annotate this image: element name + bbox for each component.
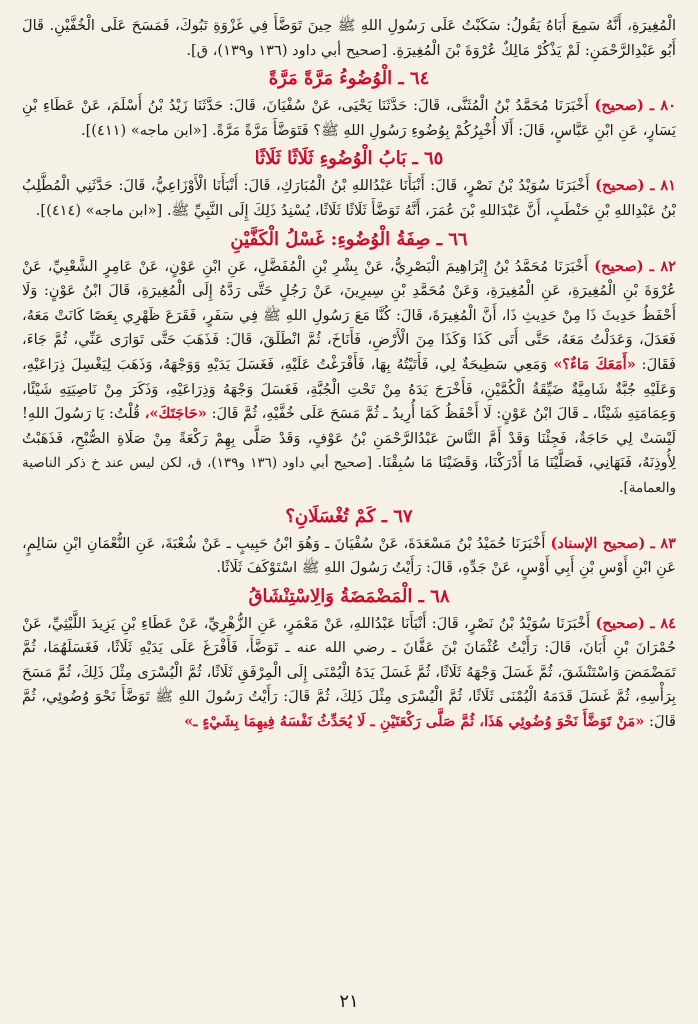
hadith-text: أَخْبَرَنَا حُمَيْدُ بْنُ مَسْعَدَةَ، عَنْ سُفْيَانَ ـ وَهُوَ ابْنُ حَبِيبٍ ـ عَنْ شُعْبَةَ، عَنِ النُّعْمَانِ ابْنِ سَالِمٍ، عَنِ ابْنِ أَوْسِ بْنِ أَبِي أَوْسٍ، عَنْ جَدِّهِ، قَالَ: رَأَيْتُ رَسُولَ اللهِ ﷺ اسْتَوْكَفَ ثَلَاثًا. — [22, 534, 676, 577]
hadith-text-continued: قُلْتُ: يَا رَسُولَ اللهِ! لَيْسَتْ لِي حَاجَةٌ، فَجِئْنَا وَقَدْ أَمَّ النَّاسَ عَبْدُالرَّحْمَنِ بْنُ عَوْفٍ، وَقَدْ صَلَّى بِهِمْ رَكْعَةً مِنْ صَلَاةِ الصُّبْحِ، فَذَهَبْتُ لِأُوذِنَهُ، فَنَهَانِي، فَصَلَّيْنَا مَا أَدْرَكْنَا، وَقَضَيْنَا مَا سُبِقْنَا. — [22, 405, 677, 472]
section-heading-66: ٦٦ ـ صِفَةُ الْوُضُوءِ: غَسْلُ الْكَفَّيْنِ — [230, 228, 468, 250]
hadith-number: ٨١ ـ — [650, 177, 676, 195]
hadith-grade: (صحيح الإسناد) — [550, 534, 646, 552]
hadith-grade: (صحيح) — [595, 177, 645, 195]
section-heading-67: ٦٧ ـ كَمْ تُغْسَلَانِ؟ — [285, 505, 413, 527]
hadith-81 — [22, 174, 676, 223]
hadith-text: أَخْبَرَنَا مُحَمَّدُ بْنُ إِبْرَاهِيمَ الْبَصْرِيُّ، عَنْ بِشْرِ بْنِ الْمُفَضَّلِ، عَنِ ابْنِ عَوْنٍ، عَنْ عَامِرٍ الشَّعْبِيِّ، عَنْ عُرْوَةَ بْنِ الْمُغِيرَةِ، عَنِ الْمُغِيرَةِ، وَعَنْ مُحَمَّدِ بْنِ سِيرِينَ، عَنْ رَجُلٍ حَتَّى رَدَّهُ إِلَى الْمُغِيرَةِ، قَالَ ابْنُ عَوْنٍ: وَلَا أَحْفَظُ حَدِيثَ ذَا مِنْ حَدِيثِ ذَا، أَنَّ الْمُغِيرَةَ، قَالَ: كُنَّا مَعَ رَسُولِ اللهِ ﷺ فِي سَفَرٍ، فَقَرَعَ ظَهْرِي بِعَصًا كَانَتْ مَعَهُ، فَعَدَلَ، وَعَدَلْتُ مَعَهُ، حَتَّى أَتَى كَذَا وَكَذَا مِنَ الْأَرْضِ، فَأَنَاخَ، ثُمَّ انْطَلَقَ، قَالَ: فَذَهَبَ حَتَّى تَوَارَى عَنِّي، ثُمَّ جَاءَ، فَقَالَ: — [22, 257, 676, 373]
hadith-number: ٨٣ ـ — [650, 534, 677, 552]
prophet-quote: «مَنْ تَوَضَّأَ نَحْوَ وُضُوئِي هَذَا، ثُمَّ صَلَّى رَكْعَتَيْنِ ـ لَا يُحَدِّثُ نَفْسَهُ فِيهِمَا بِشَيْءٍ ـ» — [184, 713, 645, 731]
page-number: ٢١ — [339, 991, 359, 1012]
section-heading-68: ٦٨ ـ الْمَضْمَضَةُ وَالِاسْتِنْشَاقُ — [248, 585, 450, 607]
hadith-84 — [22, 612, 676, 735]
paragraph-79-end — [22, 14, 676, 63]
page-content — [22, 14, 676, 984]
hadith-text: أَخْبَرَنَا سُوَيْدُ بْنُ نَصْرٍ، قَالَ: أَنْبَأَنَا عَبْدُاللهِ، عَنْ مَعْمَرٍ، عَنِ الزُّهْرِيِّ، عَنْ عَطَاءِ بْنِ يَزِيدَ اللَّيْثِيِّ، عَنْ حُمْرَانَ بْنِ أَبَانَ، قَالَ: رَأَيْتُ عُثْمَانَ بْنَ عَفَّانَ ـ رضي الله عنه ـ تَوَضَّأَ، فَأَفْرَغَ عَلَى يَدَيْهِ ثَلَاثًا، فَغَسَلَهُمَا، ثُمَّ تَمَضْمَضَ وَاسْتَنْشَقَ، ثُمَّ غَسَلَ وَجْهَهُ ثَلَاثًا، ثُمَّ غَسَلَ يَدَهُ الْيُمْنَى إِلَى الْمِرْفَقِ ثَلَاثًا، ثُمَّ الْيُسْرَى مِثْلَ ذَلِكَ، ثُمَّ مَسَحَ بِرَأْسِهِ، ثُمَّ غَسَلَ قَدَمَهُ الْيُمْنَى ثَلَاثًا، ثُمَّ الْيُسْرَى مِثْلَ ذَلِكَ، ثُمَّ قَالَ: رَأَيْتُ رَسُولَ اللهِ ﷺ تَوَضَّأَ نَحْوَ وُضُوئِي، ثُمَّ قَالَ: — [22, 614, 676, 731]
hadith-number: ٨٢ ـ — [649, 257, 677, 275]
section-heading-64: ٦٤ ـ الْوُضُوءُ مَرَّةً مَرَّةً — [268, 68, 430, 90]
hadith-82 — [22, 255, 676, 501]
hadith-text: أَخْبَرَنَا سُوَيْدُ بْنُ نَصْرٍ، قَالَ: أَنْبَأَنَا عَبْدُاللهِ بْنُ الْمُبَارَكِ، قَالَ: أَنْبَأَنَا الْأَوْزَاعِيُّ، قَالَ: حَدَّثَنِي الْمُطَّلِبُ بْنُ عَبْدِاللهِ بْنِ حَنْطَبٍ، أَنَّ عَبْدَاللهِ بْنَ عُمَرَ، أَنَّهُ تَوَضَّأَ ثَلَاثًا ثَلَاثًا، يُسْنِدُ ذَلِكَ إِلَى النَّبِيِّ ﷺ. — [22, 177, 676, 219]
paragraph-text: الْمُغِيرَةِ، أَنَّهُ سَمِعَ أَبَاهُ يَقُولُ: سَكَبْتُ عَلَى رَسُولِ اللهِ ﷺ حِينَ تَوَضَّأَ فِي غَزْوَةِ تَبُوكَ، فَمَسَحَ عَلَى الْخُفَّيْنِ. قَالَ أَبُو عَبْدِالرَّحْمَنِ: لَمْ يَذْكُرْ مَالِكٌ عُرْوَةَ بْنَ الْمُغِيرَةِ. — [22, 17, 676, 59]
hadith-reference: [صحيح أبي داود (١٣٦ و١٣٩)، ق، لكن ليس عند خ ذكر الناصية والعمامة]. — [22, 455, 676, 496]
hadith-number: ٨٤ ـ — [650, 614, 677, 632]
hadith-grade: (صحيح) — [594, 257, 644, 275]
section-heading-65: ٦٥ ـ بَابُ الْوُضُوءِ ثَلَاثًا ثَلَاثًا — [254, 148, 444, 170]
hadith-80 — [22, 94, 676, 143]
hadith-number: ٨٠ ـ — [649, 97, 676, 115]
prophet-quote: «حَاجَتَكَ»، — [144, 405, 207, 423]
hadith-grade: (صحيح) — [594, 97, 644, 115]
prophet-quote: «أَمَعَكَ مَاءٌ؟» — [553, 355, 636, 373]
hadith-reference: [صحيح أبي داود (١٣٦ و١٣٩)، ق]. — [186, 41, 388, 59]
hadith-grade: (صحيح) — [595, 614, 645, 632]
hadith-text: أَخْبَرَنَا مُحَمَّدُ بْنُ الْمُثَنَّى، قَالَ: حَدَّثَنَا يَحْيَى، عَنْ سُفْيَانَ، قَالَ: حَدَّثَنَا زَيْدُ بْنُ أَسْلَمَ، عَنْ عَطَاءِ بْنِ يَسَارٍ، عَنِ ابْنِ عَبَّاسٍ، قَالَ: أَلَا أُخْبِرُكُمْ بِوُضُوءِ رَسُولِ اللهِ ﷺ؟ فَتَوَضَّأَ مَرَّةً مَرَّةً. — [22, 97, 676, 139]
hadith-reference: [«ابن ماجه» (٤١٤)]. — [35, 201, 163, 219]
hadith-text-continued: وَمَعِي سَطِيحَةٌ لِي، فَأَتَيْتُهُ بِهَا، فَأَفْرَغْتُ عَلَيْهِ، فَغَسَلَ يَدَيْهِ وَوَجْهَهُ، وَذَهَبَ لِيَغْسِلَ ذِرَاعَيْهِ، وَعَلَيْهِ جُبَّةٌ شَامِيَّةٌ ضَيِّقَةُ الْكُمَّيْنِ، فَأَخْرَجَ يَدَهُ مِنْ تَحْتِ الْجُبَّةِ، فَغَسَلَ وَجْهَهُ وَذِرَاعَيْهِ، وَذَكَرَ مِنْ نَاصِيَتِهِ شَيْئًا، وَعِمَامَتِهِ شَيْئًا، ـ قَالَ ابْنُ عَوْنٍ: لَا أَحْفَظُ كَمَا أُرِيدُ ـ ثُمَّ مَسَحَ عَلَى خُفَّيْهِ، ثُمَّ قَالَ: — [22, 355, 677, 423]
hadith-reference: [«ابن ماجه» (٤١١)]. — [80, 121, 208, 139]
hadith-83 — [22, 532, 676, 581]
